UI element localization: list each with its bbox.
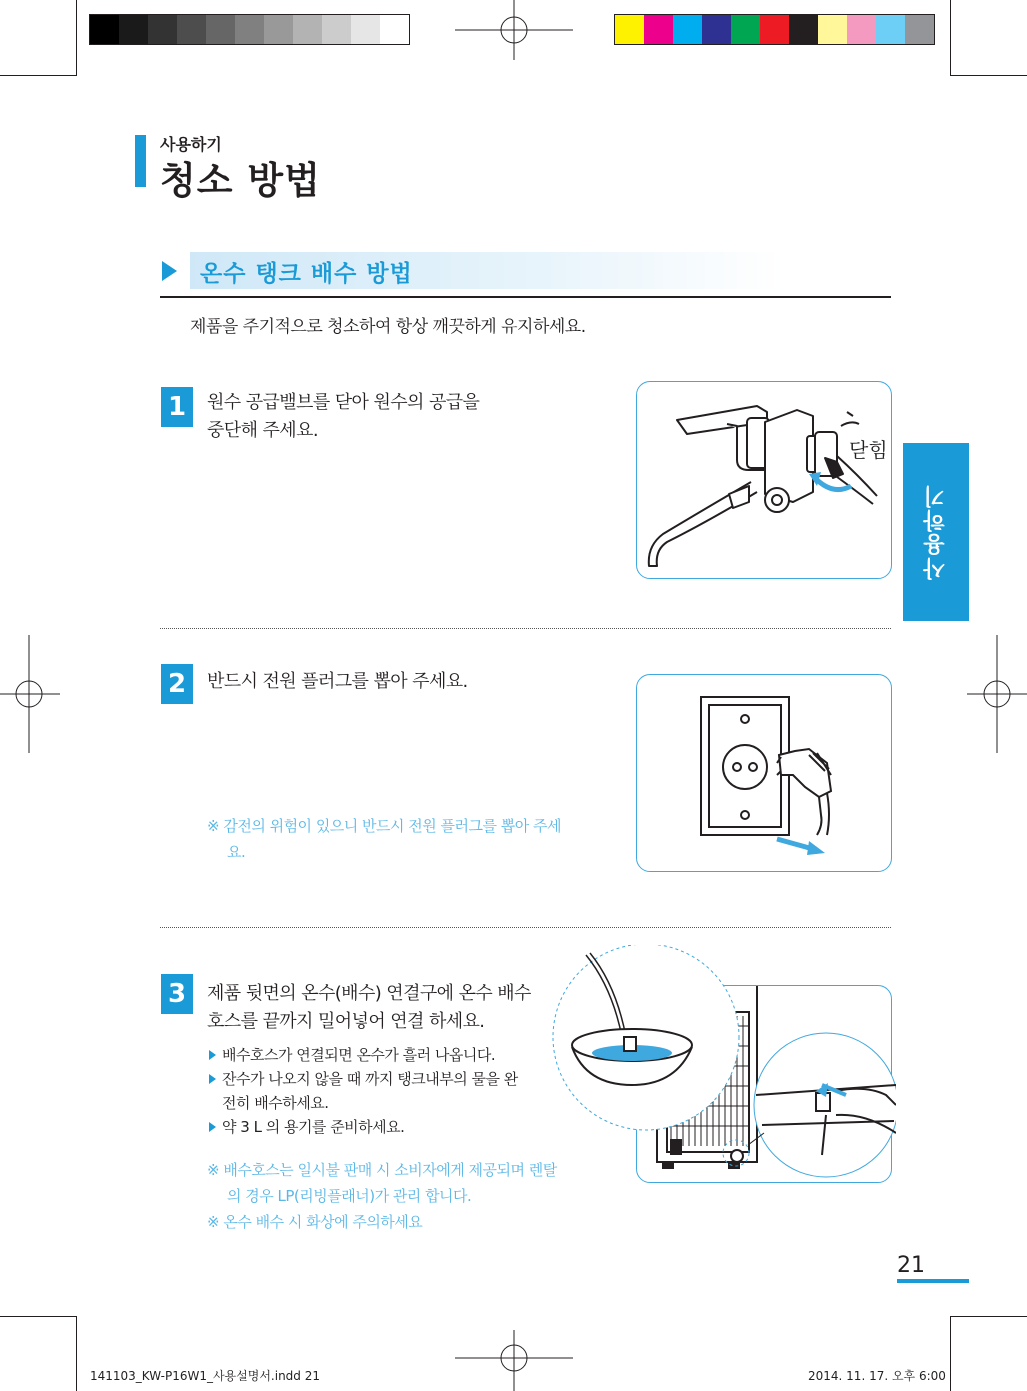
step-number: 3	[161, 974, 193, 1014]
bullet-item: 잔수가 나오지 않을 때 까지 탱크내부의 물을 완전히 배수하세요.	[207, 1067, 527, 1115]
footer-filename: 141103_KW-P16W1_사용설명서.indd 21	[90, 1369, 320, 1383]
subsection-title: 온수 탱크 배수 방법	[200, 261, 413, 287]
color-swatch	[644, 15, 673, 44]
color-swatch	[789, 15, 818, 44]
bullet-item: 약 3 L 의 용기를 준비하세요.	[207, 1115, 527, 1139]
section-divider	[160, 628, 891, 629]
crop-mark	[0, 75, 77, 76]
step-bullets	[207, 1043, 527, 1139]
valve-illustration	[636, 381, 892, 579]
color-swatch	[818, 15, 847, 44]
gray-swatch	[119, 15, 148, 44]
subsection-divider	[160, 296, 891, 298]
step-line: 제품 뒷면의 온수(배수) 연결구에 온수 배수	[207, 983, 531, 1004]
gray-swatch	[264, 15, 293, 44]
gray-swatch	[206, 15, 235, 44]
gray-swatch	[235, 15, 264, 44]
plug-drawing	[637, 675, 892, 872]
gray-swatch	[322, 15, 351, 44]
section-accent-bar	[135, 135, 146, 187]
intro-text: 제품을 주기적으로 청소하여 항상 깨끗하게 유지하세요.	[190, 317, 586, 337]
color-swatch	[702, 15, 731, 44]
side-tab-label: 사용하기	[923, 484, 949, 580]
crop-mark	[950, 75, 1027, 76]
color-swatch	[731, 15, 760, 44]
section-divider	[160, 927, 891, 928]
drain-detail-overlay	[546, 945, 896, 1185]
grayscale-registration-bar	[89, 14, 410, 45]
registration-target	[0, 635, 60, 753]
crop-mark	[76, 0, 77, 75]
gray-swatch	[148, 15, 177, 44]
play-triangle-icon	[162, 261, 177, 281]
gray-swatch	[351, 15, 380, 44]
gray-swatch	[380, 15, 409, 44]
bullet-item: 배수호스가 연결되면 온수가 흘러 나옵니다.	[207, 1043, 527, 1067]
color-swatch	[905, 15, 934, 44]
step-number: 1	[161, 387, 193, 427]
category-label: 사용하기	[160, 135, 222, 154]
step-number: 2	[161, 664, 193, 704]
registration-target	[967, 635, 1027, 753]
step-line: 호스를 끝까지 밀어넣어 연결 하세요.	[207, 1011, 485, 1032]
registration-target	[455, 0, 573, 60]
color-swatch	[876, 15, 905, 44]
step-line: 반드시 전원 플러그를 뽑아 주세요.	[207, 671, 468, 692]
plug-illustration	[636, 674, 892, 872]
crop-mark	[950, 0, 951, 75]
page-number: 21	[897, 1253, 925, 1278]
step-line: 중단해 주세요.	[207, 420, 318, 441]
note-line: ※ 온수 배수 시 화상에 주의하세요	[207, 1213, 423, 1231]
warning-note	[207, 813, 567, 865]
color-swatch	[673, 15, 702, 44]
note-line: ※ 감전의 위험이 있으니 반드시 전원 플러그를 뽑아 주세요.	[207, 817, 561, 861]
color-swatch	[615, 15, 644, 44]
page-title: 청소 방법	[160, 159, 321, 202]
crop-mark	[950, 1316, 951, 1391]
color-registration-bar	[614, 14, 935, 45]
step-instruction	[207, 668, 468, 696]
note-line: ※ 배수호스는 일시불 판매 시 소비자에게 제공되며 렌탈의 경우 LP(리빙플래너)가 관리 합니다.	[207, 1161, 557, 1205]
crop-mark	[950, 1316, 1027, 1317]
step-instruction	[207, 980, 531, 1036]
step-instruction	[207, 389, 479, 445]
info-note	[207, 1157, 557, 1235]
color-swatch	[847, 15, 876, 44]
crop-mark	[0, 1316, 77, 1317]
crop-mark	[76, 1316, 77, 1391]
valve-drawing	[637, 382, 892, 579]
step-line: 원수 공급밸브를 닫아 원수의 공급을	[207, 392, 480, 413]
registration-target	[455, 1330, 573, 1391]
gray-swatch	[293, 15, 322, 44]
page-number-underline	[897, 1279, 969, 1283]
color-swatch	[760, 15, 789, 44]
closed-label: 닫힘	[849, 438, 888, 462]
gray-swatch	[90, 15, 119, 44]
gray-swatch	[177, 15, 206, 44]
footer-date: 2014. 11. 17. 오후 6:00	[808, 1369, 946, 1383]
